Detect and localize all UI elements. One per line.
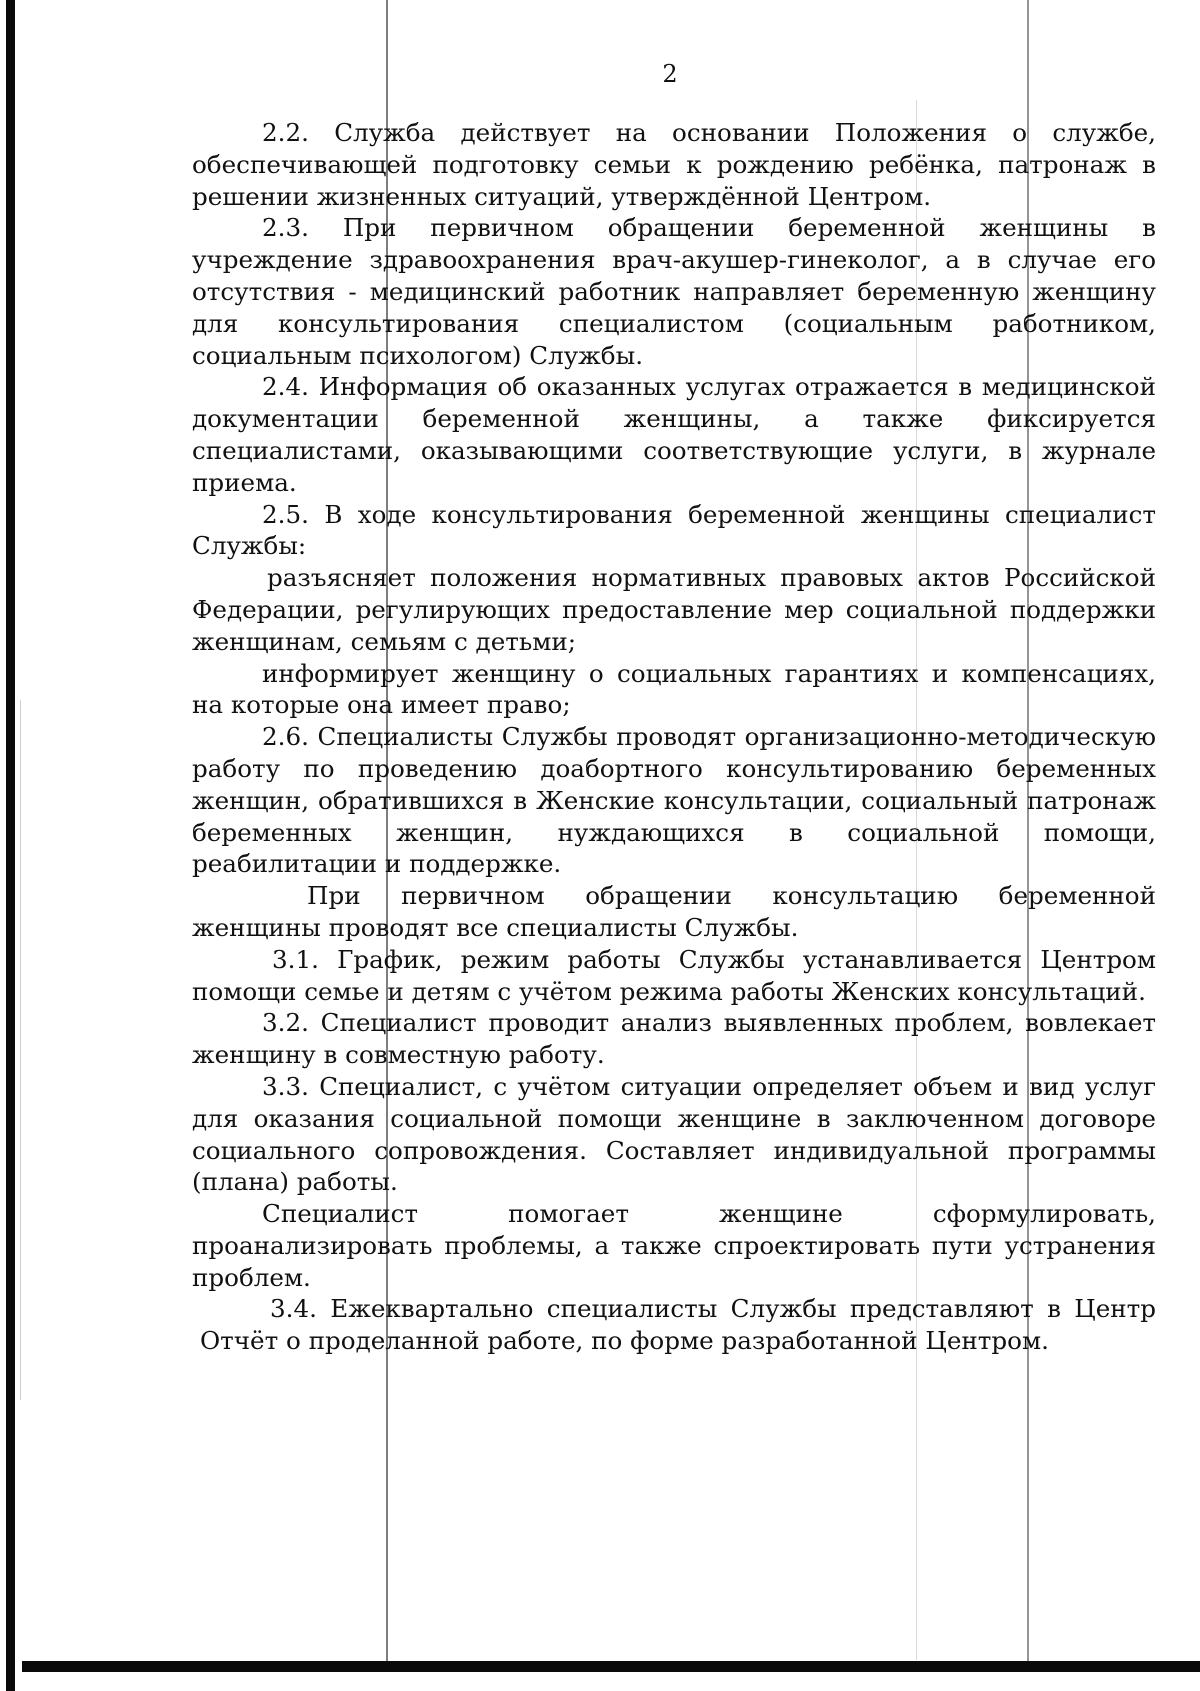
paragraph-2-4: 2.4. Информация об оказанных услугах отражается в медицинской документации беременной женщины, а также фиксируется специалистами, оказывающими соответствующие услуги, в журнале приема. (192, 372, 1156, 497)
document-body (192, 117, 1156, 1357)
paragraph-3-1: 3.1. График, режим работы Службы устанавливается Центром помощи семье и детям с учётом режима работы Женских консультаций. (192, 944, 1156, 1006)
paragraph-2-6: 2.6. Специалисты Службы проводят организационно-методическую работу по проведению доабортного консультированию беременных женщин, обратившихся в Женские консультации, социальный патронаж беременных женщин, нуждающихся в социальной помощи, реабилитации и поддержке. (192, 722, 1156, 879)
paragraph-informs: информирует женщину о социальных гарантиях и компенсациях, на которые она имеет право; (192, 658, 1156, 720)
paragraph-first-visit: При первичном обращении консультацию беременной женщины проводят все специалисты Службы. (192, 881, 1156, 942)
paragraph-2-2: 2.2. Служба действует на основании Положения о службе, обеспечивающей подготовку семьи к рождению ребёнка, патронаж в решении жизненных ситуаций, утверждённой Центром. (192, 118, 1156, 211)
page-number: 2 (662, 60, 678, 88)
scan-fold-line (20, 700, 21, 1400)
scan-border-bottom (22, 1661, 1200, 1672)
paragraph-2-5: 2.5. В ходе консультирования беременной женщины специалист Службы: (192, 499, 1156, 561)
paragraph-specialist-helps: Специалист помогает женщине сформулировать, проанализировать проблемы, а также спроектировать пути устранения проблем. (192, 1199, 1156, 1292)
scan-border-left (6, 0, 15, 1691)
paragraph-2-3: 2.3. При первичном обращении беременной женщины в учреждение здравоохранения врач-акушер-гинеколог, а в случае его отсутствия - медицинский работник направляет беременную женщину для консультирования специалистом (социальным работником, социальным психологом) Службы. (192, 213, 1156, 370)
paragraph-3-4: 3.4. Ежеквартально специалисты Службы представляют в Центр Отчёт о проделанной работе, по форме разработанной Центром. (200, 1294, 1156, 1356)
paragraph-3-3: 3.3. Специалист, с учётом ситуации определяет объем и вид услуг для оказания социальной помощи женщине в заключенном договоре социального сопровождения. Составляет индивидуальной программы (плана) работы. (192, 1071, 1156, 1197)
paragraph-explains: разъясняет положения нормативных правовых актов Российской Федерации, регулирующих предоставление мер социальной поддержки женщинам, семьям с детьми; (192, 563, 1156, 656)
paragraph-3-2: 3.2. Специалист проводит анализ выявленных проблем, вовлекает женщину в совместную работу. (192, 1008, 1156, 1070)
